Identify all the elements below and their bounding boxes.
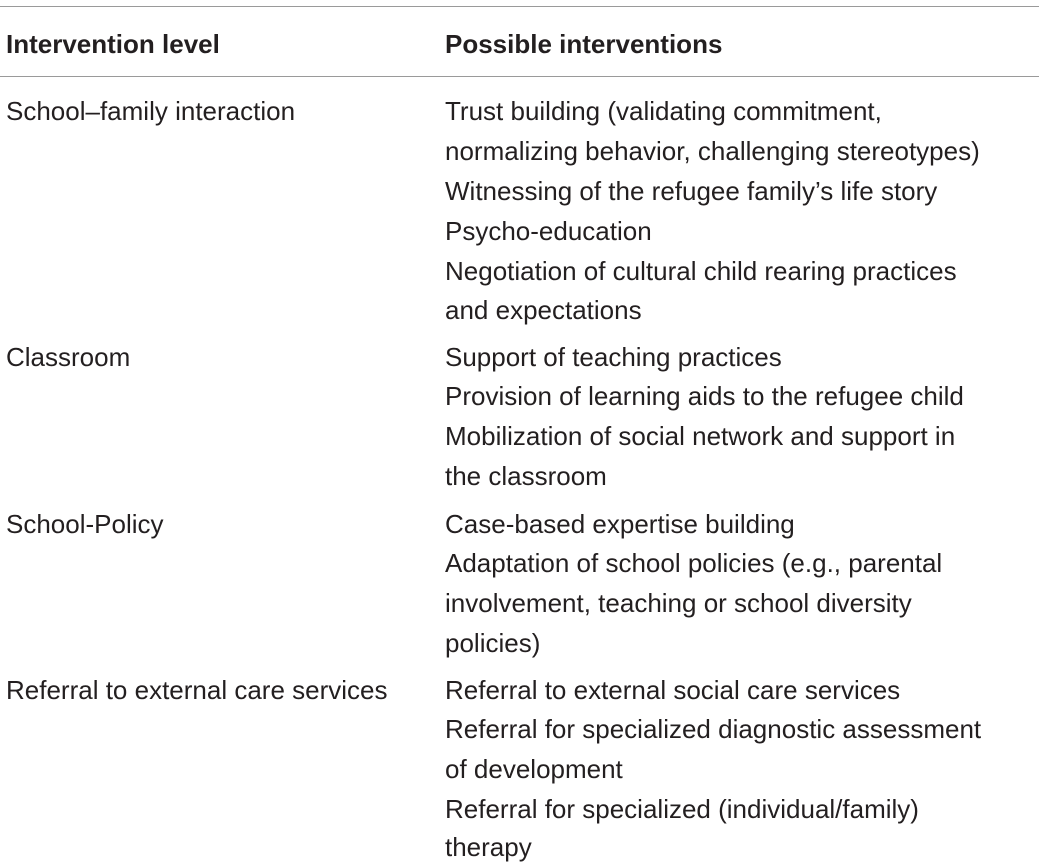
header-rule: [0, 76, 1039, 77]
intervention-line: Referral for specialized diagnostic assessment: [445, 714, 982, 744]
intervention-line: and expectations: [445, 295, 642, 325]
intervention-line: Referral for specialized (individual/family): [445, 794, 919, 824]
intervention-line: Support of teaching practices: [445, 342, 782, 372]
intervention-line: of development: [445, 754, 623, 784]
intervention-line: Witnessing of the refugee family’s life story: [445, 176, 938, 206]
row-level-referral: Referral to external care services: [6, 675, 388, 705]
table-top-rule: [0, 6, 1039, 7]
intervention-line: policies): [445, 628, 541, 658]
intervention-line: the classroom: [445, 461, 607, 491]
intervention-line: therapy: [445, 832, 532, 862]
intervention-line: Psycho-education: [445, 216, 652, 246]
row-level-classroom: Classroom: [6, 342, 131, 372]
row-level-school-family: School–family interaction: [6, 96, 296, 126]
intervention-line: involvement, teaching or school diversity: [445, 588, 912, 618]
intervention-line: Adaptation of school policies (e.g., parental: [445, 548, 943, 578]
header-intervention-level: Intervention level: [6, 29, 220, 59]
intervention-line: normalizing behavior, challenging stereotypes): [445, 136, 980, 166]
intervention-line: Negotiation of cultural child rearing practices: [445, 256, 957, 286]
intervention-line: Provision of learning aids to the refugee child: [445, 381, 964, 411]
intervention-line: Case-based expertise building: [445, 509, 795, 539]
header-possible-interventions: Possible interventions: [445, 29, 723, 59]
intervention-line: Trust building (validating commitment,: [445, 96, 882, 126]
intervention-line: Mobilization of social network and support in: [445, 421, 956, 451]
intervention-line: Referral to external social care services: [445, 675, 901, 705]
row-level-school-policy: School-Policy: [6, 509, 164, 539]
